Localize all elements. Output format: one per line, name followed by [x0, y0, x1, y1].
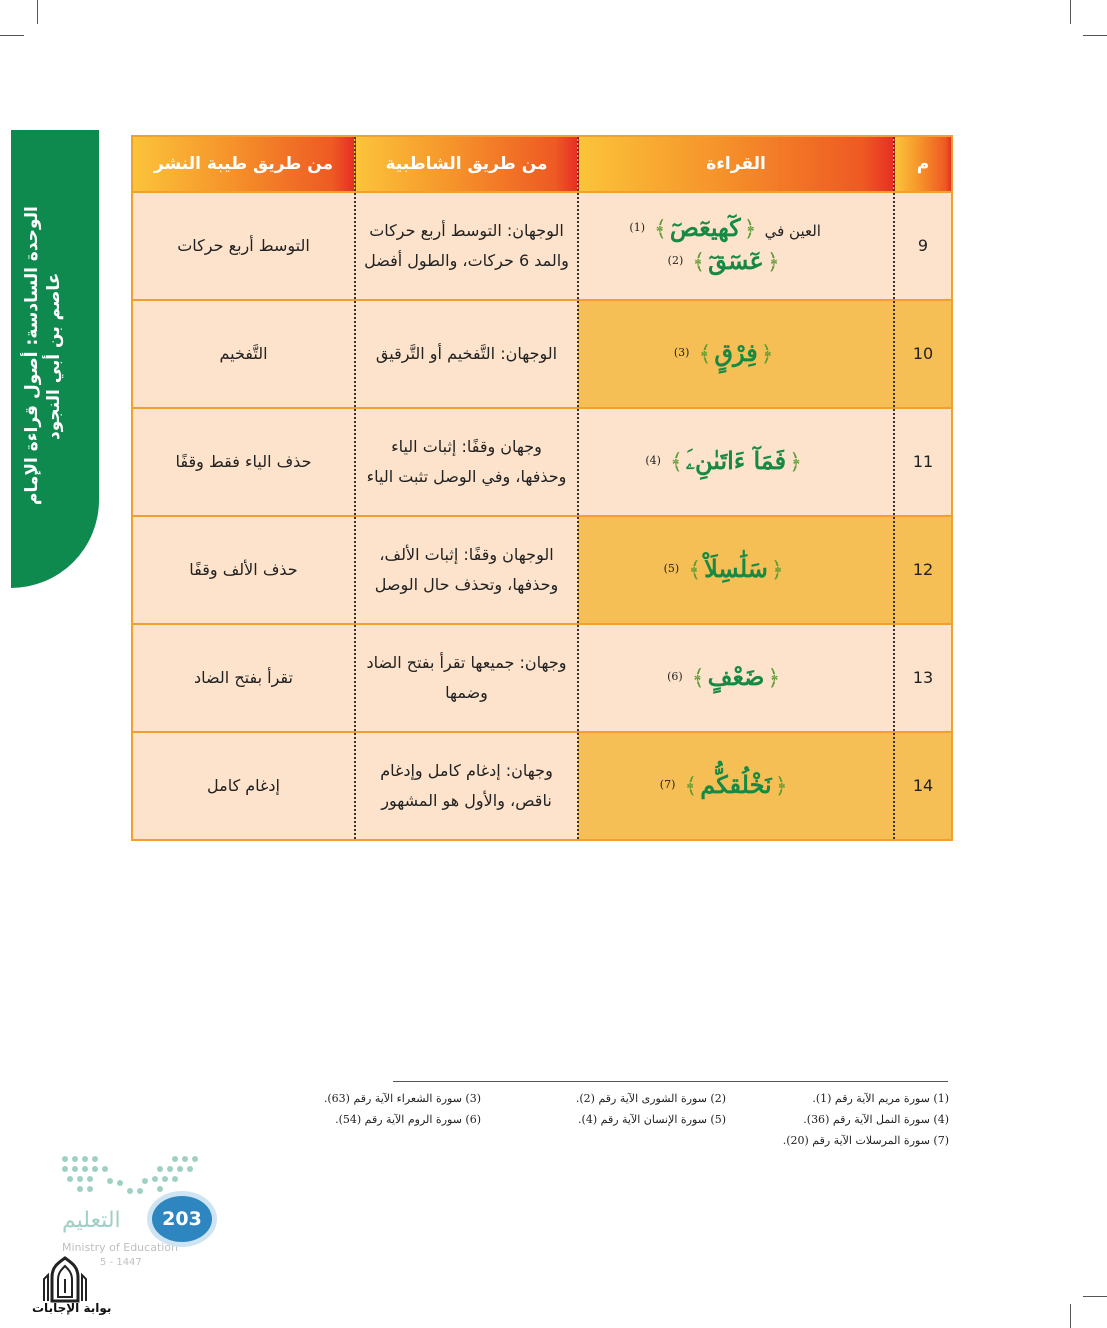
- row-number: 11: [894, 408, 952, 516]
- footnote: (3) سورة الشعراء الآية رقم (63).: [323, 1092, 481, 1105]
- quran-word: كٓهيعٓصٓ: [669, 213, 741, 242]
- shatibiyyah-cell: [355, 624, 578, 732]
- table-header-row: [132, 136, 952, 192]
- qiraah-cell: [578, 732, 894, 840]
- bracket-open: ﴿: [743, 217, 757, 242]
- tayyibah-cell: تقرأ بفتح الضاد: [132, 624, 355, 732]
- tayyibah-cell: حذف الألف وقفًا: [132, 516, 355, 624]
- table-row: [132, 732, 952, 840]
- bracket-open: ﴿: [766, 250, 780, 275]
- quran-word: عٓسٓقٓ: [708, 246, 764, 275]
- bracket-close: ﴾: [692, 250, 706, 275]
- footnote: (5) سورة الإنسان الآية رقم (4).: [578, 1113, 726, 1126]
- row-number: 10: [894, 300, 952, 408]
- footnote-ref: (4): [645, 453, 661, 467]
- row-number: 12: [894, 516, 952, 624]
- footnote-ref: (5): [663, 561, 680, 575]
- crop-mark: [1070, 0, 1071, 24]
- qiraah-cell: [578, 192, 894, 300]
- header-shatibiyyah: من طريق الشاطبية: [355, 136, 578, 192]
- shatibiyyah-line: وحذفها، وتحذف حال الوصل: [374, 575, 559, 594]
- shatibiyyah-cell: [355, 192, 578, 300]
- footnote: (4) سورة النمل الآية رقم (36).: [803, 1113, 949, 1126]
- unit-title: [21, 166, 89, 546]
- bracket-close: ﴾: [684, 773, 698, 799]
- crop-mark: [1083, 35, 1107, 36]
- shatibiyyah-line: والمد 6 حركات، والطول أفضل: [364, 251, 569, 270]
- quran-word: فِرْقٍ: [714, 337, 758, 367]
- tayyibah-cell: التَّفخيم: [132, 300, 355, 408]
- bracket-close: ﴾: [654, 217, 667, 242]
- shatibiyyah-cell: [355, 732, 578, 840]
- shatibiyyah-cell: [355, 300, 578, 408]
- header-num: م: [894, 136, 952, 192]
- tayyibah-cell: التوسط أربع حركات: [132, 192, 355, 300]
- bracket-close: ﴾: [691, 665, 705, 691]
- ministry-logo-dots: [62, 1156, 202, 1198]
- tayyibah-cell: إدغام كامل: [132, 732, 355, 840]
- shatibiyyah-line: وجهان: جميعها تقرأ بفتح الضاد: [366, 653, 567, 672]
- footnote: (6) سورة الروم الآية رقم (54).: [335, 1113, 481, 1126]
- unit-title-line2: عاصم بن أبي النجود: [44, 272, 64, 440]
- mosque-logo-icon: [40, 1255, 90, 1303]
- shatibiyyah-line: الوجهان وقفًا: إثبات الألف،: [379, 545, 554, 564]
- quran-word: سَلَٰسِلَاْ: [704, 553, 768, 583]
- table-row: [132, 516, 952, 624]
- bracket-open: ﴿: [760, 341, 774, 367]
- bracket-open: ﴿: [767, 665, 781, 691]
- qiraah-cell: [578, 408, 894, 516]
- shatibiyyah-line: الوجهان: التَّفخيم أو التَّرقيق: [375, 344, 558, 363]
- ministry-logo-arabic: التعليم: [62, 1208, 121, 1233]
- header-tayyibah: من طريق طيبة النشر: [132, 136, 355, 192]
- bracket-close: ﴾: [698, 341, 712, 367]
- ministry-logo-english: Ministry of Education: [62, 1241, 179, 1254]
- table-row: [132, 624, 952, 732]
- footnote: (1) سورة مريم الآية رقم (1).: [812, 1092, 949, 1105]
- bracket-open: ﴿: [774, 773, 788, 799]
- footnote: (2) سورة الشورى الآية رقم (2).: [575, 1092, 726, 1105]
- table-row: [132, 408, 952, 516]
- shatibiyyah-line: ناقص، والأول هو المشهور: [381, 791, 552, 810]
- row-number: 14: [894, 732, 952, 840]
- answers-portal-label: بوابة الإجابات: [32, 1301, 112, 1315]
- quran-word: فَمَآ ءَاتَىٰنِۦَ: [685, 445, 787, 475]
- crop-mark: [1070, 1304, 1071, 1328]
- qiraat-table: [131, 135, 953, 841]
- ministry-logo-year: 5 - 1447: [100, 1257, 142, 1268]
- footnote-ref: (1): [629, 221, 646, 234]
- footnote: (7) سورة المرسلات الآية رقم (20).: [782, 1134, 949, 1147]
- row-number: 13: [894, 624, 952, 732]
- shatibiyyah-line: وحذفها، وفي الوصل تثبت الياء: [366, 467, 567, 486]
- crop-mark: [1083, 1296, 1107, 1297]
- qiraah-cell: [578, 516, 894, 624]
- bracket-open: ﴿: [789, 449, 803, 475]
- footnote-ref: (2): [667, 254, 684, 267]
- quran-word: نَخْلُقكُّم: [700, 769, 772, 799]
- bracket-close: ﴾: [669, 449, 683, 475]
- bracket-open: ﴿: [770, 557, 784, 583]
- shatibiyyah-line: الوجهان: التوسط أربع حركات: [369, 221, 564, 240]
- footnote-ref: (3): [673, 345, 690, 359]
- shatibiyyah-line: وضمها: [445, 683, 488, 702]
- qiraah-line: [580, 213, 892, 246]
- unit-side-tab: [11, 130, 99, 588]
- footnote-separator: [393, 1081, 948, 1082]
- crop-mark: [0, 35, 24, 36]
- table-row: [132, 300, 952, 408]
- footnote-ref: (7): [659, 777, 676, 791]
- shatibiyyah-line: وجهان: إدغام كامل وإدغام: [380, 761, 553, 780]
- table-row: [132, 192, 952, 300]
- shatibiyyah-cell: [355, 408, 578, 516]
- qiraah-line: [580, 246, 892, 279]
- qiraah-prefix: العين في: [764, 222, 821, 240]
- qiraah-cell: [578, 300, 894, 408]
- page-number-badge: 203: [152, 1196, 212, 1242]
- shatibiyyah-cell: [355, 516, 578, 624]
- tayyibah-cell: حذف الياء فقط وقفًا: [132, 408, 355, 516]
- crop-mark: [37, 0, 38, 24]
- row-number: 9: [894, 192, 952, 300]
- footnote-ref: (6): [667, 669, 683, 683]
- qiraah-cell: [578, 624, 894, 732]
- bracket-close: ﴾: [688, 557, 702, 583]
- header-qiraah: القراءة: [578, 136, 894, 192]
- quran-word: ضَعْفٍ: [707, 661, 765, 691]
- unit-title-line1: الوحدة السادسة: أصول قراءة الإمام: [22, 206, 42, 506]
- shatibiyyah-line: وجهان وقفًا: إثبات الياء: [391, 437, 542, 456]
